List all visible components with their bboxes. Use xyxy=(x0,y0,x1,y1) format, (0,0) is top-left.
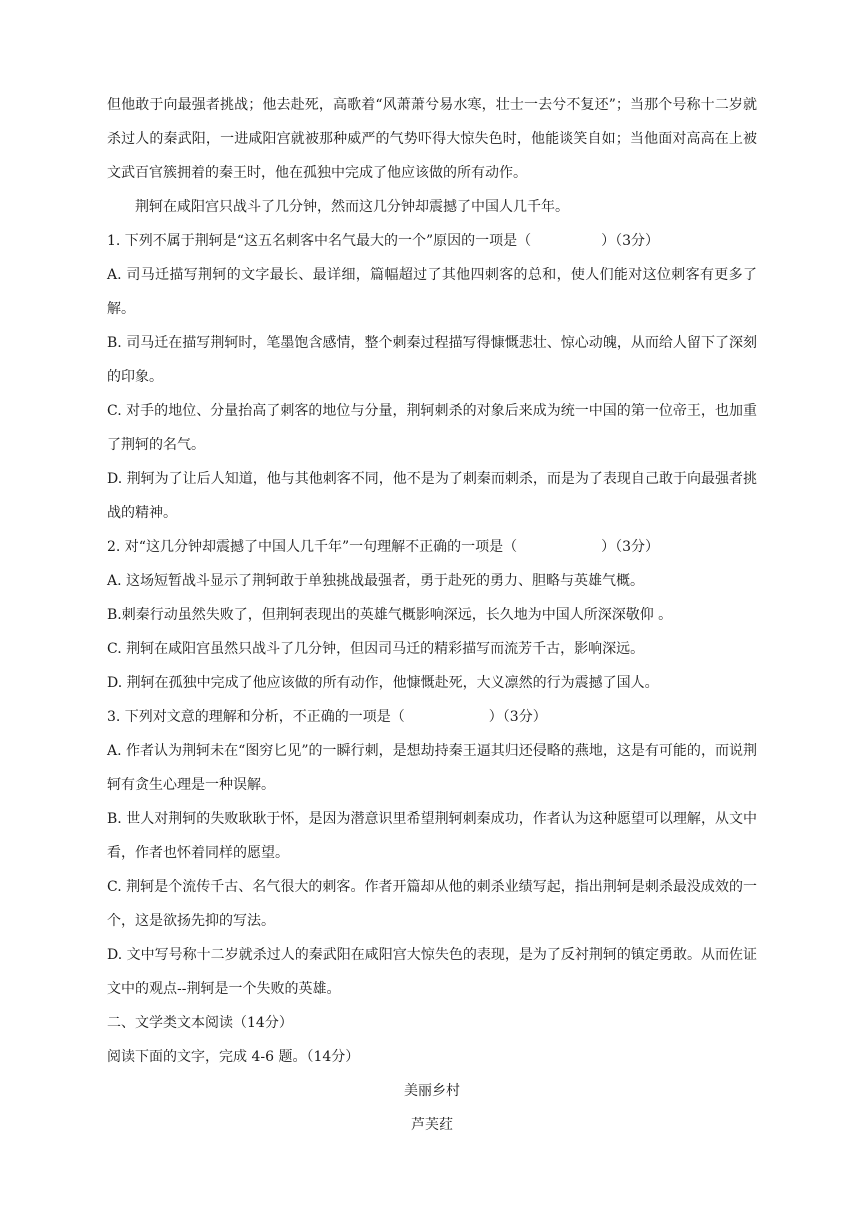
option-a: A. 司马迁描写荆轲的文字最长、最详细，篇幅超过了其他四刺客的总和，使人们能对这位刺客有更多了解。 xyxy=(107,267,757,317)
article-title: 美丽乡村 xyxy=(404,1083,460,1099)
passage-paragraph: 荆轲在咸阳宫只战斗了几分钟，然而这几分钟却震撼了中国人几千年。 xyxy=(135,199,569,215)
question-stem: 1. 下列不属于荆轲是“这五名刺客中名气最大的一个”原因的一项是（ ）（3分） xyxy=(107,233,660,249)
option-b: B. 司马迁在描写荆轲时，笔墨饱含感情，整个刺秦过程描写得慷慨悲壮、惊心动魄，从而给人留下了深刻的印象。 xyxy=(107,335,757,385)
option-d: D. 荆轲为了让后人知道，他与其他刺客不同，他不是为了刺秦而刺杀，而是为了表现自己敢于向最强者挑战的精神。 xyxy=(107,471,757,521)
question-stem: 2. 对“这几分钟却震撼了中国人几千年”一句理解不正确的一项是（ ）（3分） xyxy=(107,539,660,555)
option-a: A. 作者认为荆轲未在“图穷匕见”的一瞬行刺，是想劫持秦王逼其归还侵略的燕地，这是有可能的，而说荆轲有贪生心理是一种误解。 xyxy=(107,743,757,793)
option-c: C. 荆轲在咸阳宫虽然只战斗了几分钟，但因司马迁的精彩描写而流芳千古，影响深远。 xyxy=(107,641,645,657)
option-d: D. 荆轲在孤独中完成了他应该做的所有动作，他慷慨赴死，大义凛然的行为震撼了国人。 xyxy=(107,675,659,691)
article-author: 芦芙荭 xyxy=(411,1117,453,1133)
question-stem: 3. 下列对文意的理解和分析，不正确的一项是（ ）（3分） xyxy=(107,709,547,725)
option-b: B.刺秦行动虽然失败了，但荆轲表现出的英雄气概影响深远，长久地为中国人所深深敬仰 。 xyxy=(107,607,673,623)
option-d: D. 文中写号称十二岁就杀过人的秦武阳在咸阳宫大惊失色的表现，是为了反衬荆轲的镇定勇敢。从而佐证文中的观点--荆轲是一个失败的英雄。 xyxy=(107,947,757,997)
section-instruction: 阅读下面的文字，完成 4-6 题。（14分） xyxy=(107,1049,360,1065)
section-heading: 二、文学类文本阅读（14分） xyxy=(107,1015,293,1031)
option-c: C. 对手的地位、分量抬高了刺客的地位与分量，荆轲刺杀的对象后来成为统一中国的第一位帝王，也加重了荆轲的名气。 xyxy=(107,403,757,453)
option-b: B. 世人对荆轲的失败耿耿于怀，是因为潜意识里希望荆轲刺秦成功，作者认为这种愿望可以理解，从文中看，作者也怀着同样的愿望。 xyxy=(107,811,757,861)
passage-paragraph: 但他敢于向最强者挑战；他去赴死，高歌着“风萧萧兮易水寒，壮士一去兮不复还”；当那个号称十二岁就杀过人的秦武阳，一进咸阳宫就被那种威严的气势吓得大惊失色时，他能谈笑自如；当他面对高高在上被文武百官簇拥着的秦王时，他在孤独中完成了他应该做的所有动作。 xyxy=(107,97,757,181)
document-page xyxy=(107,88,757,1142)
option-a: A. 这场短暂战斗显示了荆轲敢于单独挑战最强者，勇于赴死的勇力、胆略与英雄气概。 xyxy=(107,573,645,589)
option-c: C. 荆轲是个流传千古、名气很大的刺客。作者开篇却从他的刺杀业绩写起，指出荆轲是刺杀最没成效的一个，这是欲扬先抑的写法。 xyxy=(107,879,757,929)
